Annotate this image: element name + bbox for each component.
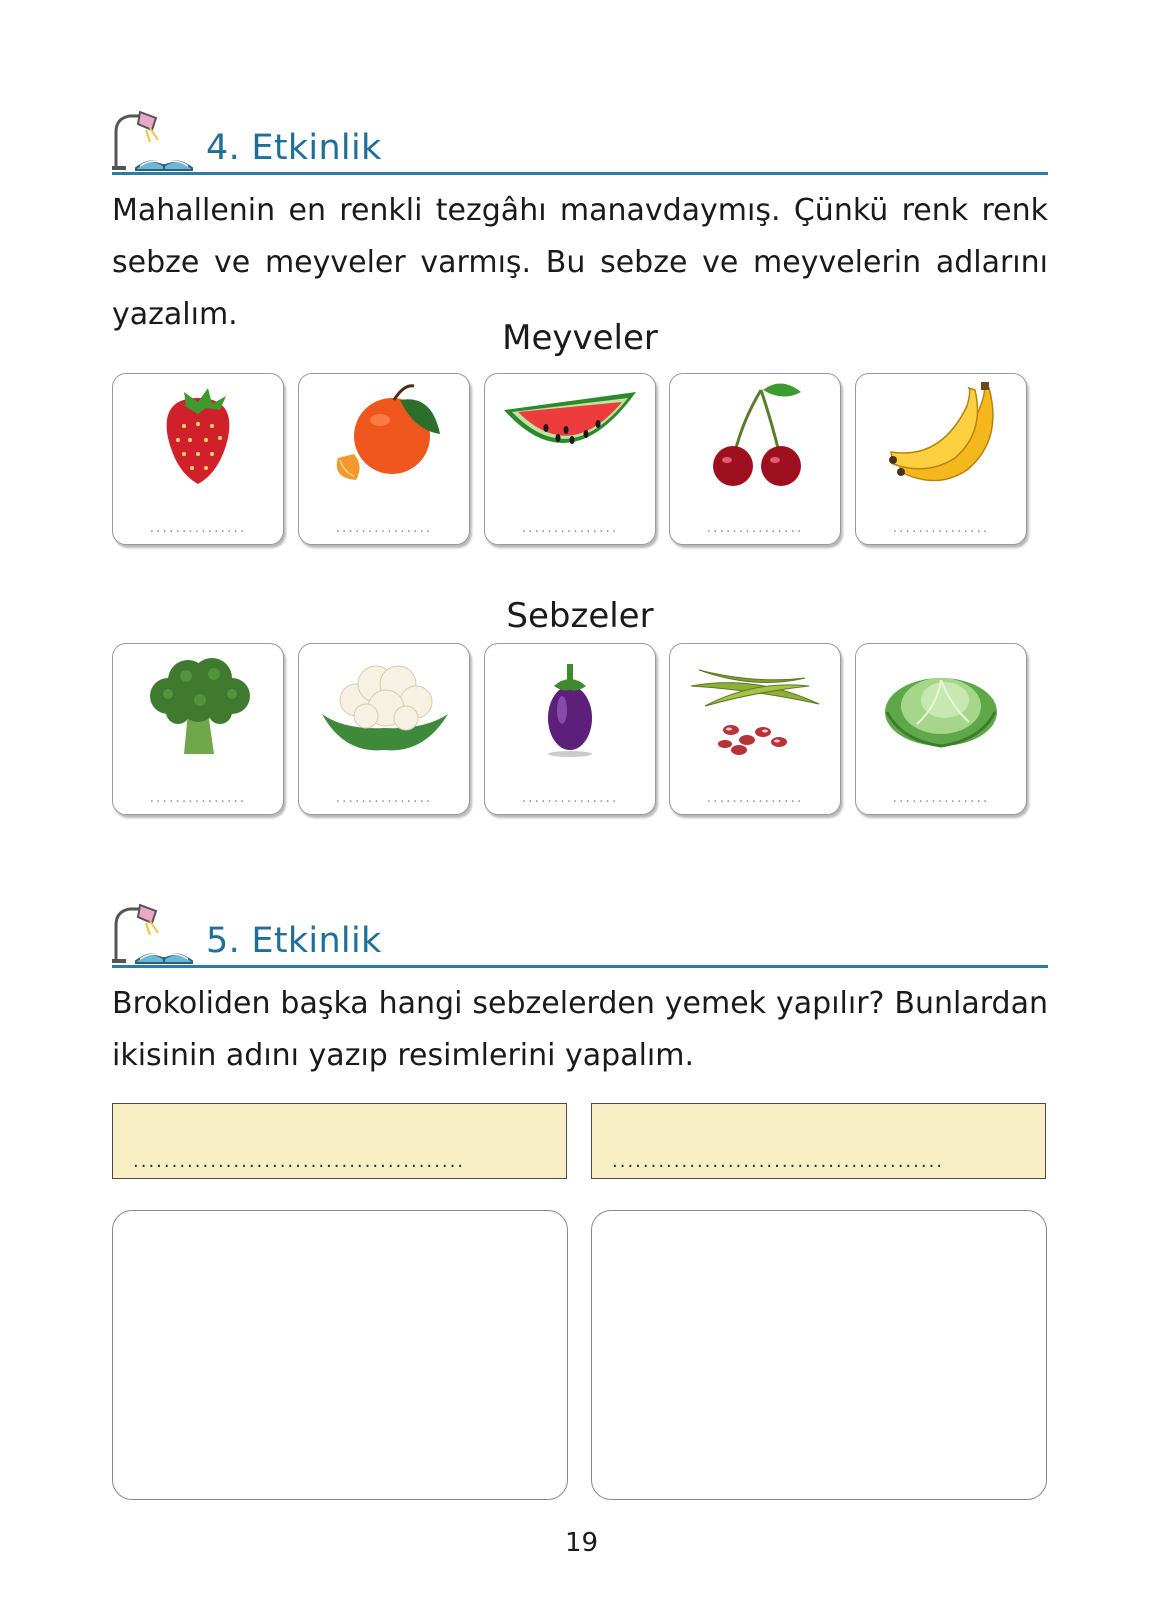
vegetable-card-broccoli	[112, 643, 284, 815]
fruits-label: Meyveler	[502, 318, 658, 358]
cabbage-icon	[871, 650, 1011, 760]
desk-lamp-book-icon	[112, 903, 196, 965]
strawberry-icon	[128, 380, 268, 490]
beans-icon	[685, 650, 825, 760]
answer-blank[interactable]: ...............	[149, 790, 247, 806]
cauliflower-icon	[314, 650, 454, 760]
vegetable-card-eggplant	[484, 643, 656, 815]
answer-blank[interactable]: ...............	[149, 520, 247, 536]
drawing-area-right[interactable]	[591, 1210, 1047, 1500]
page-number: 19	[564, 1528, 599, 1558]
vegetables-label: Sebzeler	[506, 596, 654, 636]
vegetable-card-cauliflower	[298, 643, 470, 815]
fruit-card-tangerine	[298, 373, 470, 545]
cherries-icon	[685, 380, 825, 490]
fruits-row	[112, 373, 1052, 547]
answer-box-left[interactable]	[112, 1103, 567, 1179]
activity-5-instructions: Brokoliden başka hangi sebzelerden yemek yapılır? Bunlardan ikisinin adını yazıp resimlerini yapalım.	[112, 986, 1048, 1073]
answer-blank[interactable]: ...............	[335, 790, 433, 806]
tangerine-icon	[314, 380, 454, 490]
desk-lamp-book-icon	[112, 110, 196, 172]
drawing-area-left[interactable]	[112, 1210, 568, 1500]
answer-blank[interactable]: ...............	[892, 520, 990, 536]
fruit-card-strawberry	[112, 373, 284, 545]
activity-5-heading	[112, 903, 1048, 968]
activity-4-heading	[112, 110, 1048, 175]
eggplant-icon	[500, 650, 640, 760]
fruit-card-watermelon	[484, 373, 656, 545]
answer-blank[interactable]: ...............	[521, 790, 619, 806]
answer-box-right[interactable]	[591, 1103, 1046, 1179]
broccoli-icon	[128, 650, 268, 760]
answer-blank[interactable]: ...............	[892, 790, 990, 806]
fruit-card-cherries	[669, 373, 841, 545]
activity-4-title: 4. Etkinlik	[206, 128, 382, 168]
answer-blank[interactable]: ...........................................	[133, 1151, 466, 1172]
answer-blank[interactable]: ...............	[706, 790, 804, 806]
answer-blank[interactable]: ...............	[706, 520, 804, 536]
answer-blank[interactable]: ...............	[335, 520, 433, 536]
activity-5-title: 5. Etkinlik	[206, 921, 382, 961]
answer-blank[interactable]: ...........................................	[612, 1151, 945, 1172]
vegetable-card-beans	[669, 643, 841, 815]
fruit-card-bananas	[855, 373, 1027, 545]
watermelon-icon	[500, 380, 640, 490]
bananas-icon	[871, 380, 1011, 490]
vegetables-row	[112, 643, 1052, 817]
activity-4-instructions: Mahallenin en renkli tezgâhı manavdaymış. Çünkü renk renk sebze ve meyveler varmış. Bu sebze ve meyvelerin adlarını yazalım.	[112, 193, 1048, 332]
answer-blank[interactable]: ...............	[521, 520, 619, 536]
vegetable-card-cabbage	[855, 643, 1027, 815]
